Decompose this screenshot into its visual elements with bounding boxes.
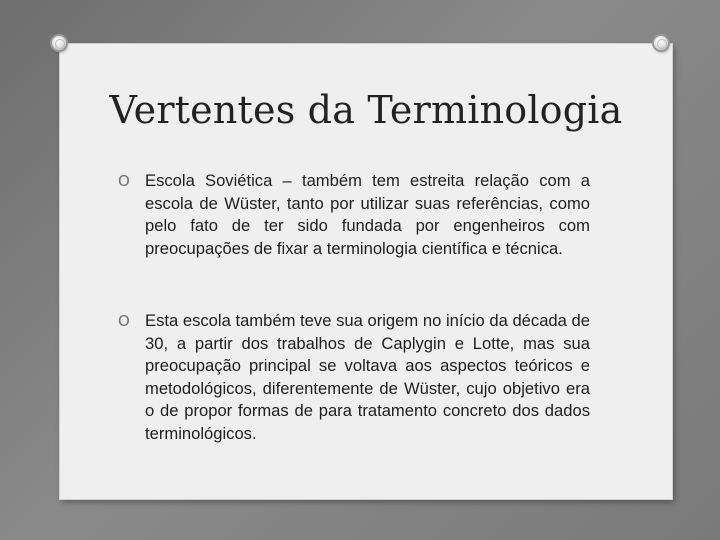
- slide-title: Vertentes da Terminologia: [109, 88, 623, 132]
- bullet-item: [118, 170, 590, 260]
- pushpin-icon: [654, 36, 668, 50]
- bullet-text: Esta escola também teve sua origem no início da década de 30, a partir dos trabalhos de Caplygin e Lotte, mas sua preocupação principal se voltava aos aspectos teóricos e metodológicos, diferentemente de Wüster, cujo objetivo era o de propor formas de para tratamento concreto dos dados terminológicos.: [145, 311, 590, 443]
- bullet-marker-icon: O: [118, 312, 130, 330]
- pushpin-icon: [52, 36, 66, 50]
- bullet-marker-icon: O: [118, 172, 130, 190]
- bullet-text: Escola Soviética – também tem estreita relação com a escola de Wüster, tanto por utilizar suas referências, como pelo fato de ter sido fundada por engenheiros com preocupações de fixar a terminologia científica e técnica.: [145, 171, 590, 258]
- bullet-item: [118, 310, 590, 445]
